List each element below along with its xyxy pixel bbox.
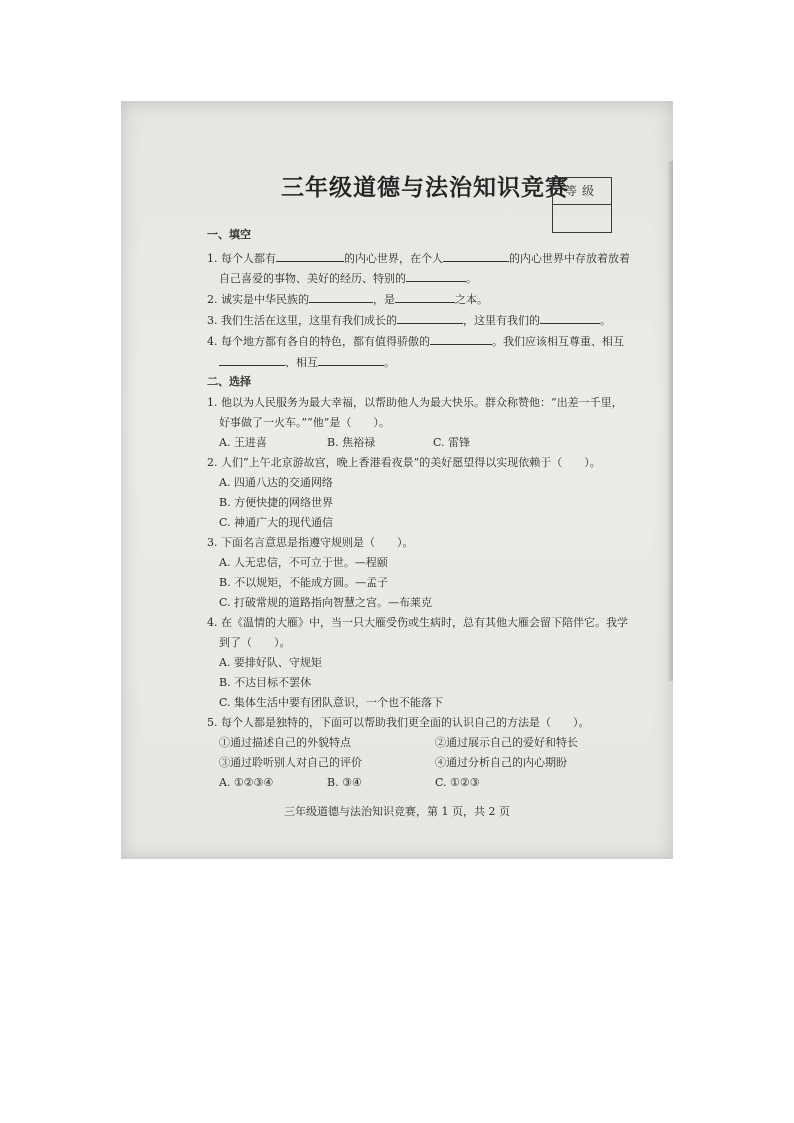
choice-q5-statement-4: ④通过分析自己的内心期盼	[435, 756, 567, 769]
choice-q1-option-b[interactable]: B. 焦裕禄	[327, 436, 376, 449]
fill-q2-blank-1[interactable]	[309, 291, 373, 303]
fill-q3	[207, 312, 611, 328]
choice-q3-option-b[interactable]: B. 不以规矩，不能成方圆。—孟子	[219, 576, 389, 589]
choice-q5-statement-3: ③通过聆听别人对自己的评价	[219, 756, 362, 769]
choice-q5-statement-1: ①通过描述自己的外貌特点	[219, 736, 351, 749]
choice-q1-stem-line1: 1. 他以为人民服务为最大幸福，以帮助他人为最大快乐。群众称赞他：“出差一千里，	[207, 396, 623, 409]
choice-q3-stem: 3. 下面名言意思是指遵守规则是（ ）。	[207, 536, 414, 549]
choice-q5-option-c[interactable]: C. ①②③	[435, 776, 480, 789]
fill-q1-text-d: 自己喜爱的事物、美好的经历、特别的	[219, 272, 406, 285]
choice-q2-option-c[interactable]: C. 神通广大的现代通信	[219, 516, 334, 529]
choice-q5-stem: 5. 每个人都是独特的，下面可以帮助我们更全面的认识自己的方法是（ ）。	[207, 716, 590, 729]
fill-q1-line1	[207, 250, 630, 266]
section2-heading: 二、选择	[207, 375, 251, 388]
fill-q4-text-a: 4. 每个地方都有各自的特色，都有值得骄傲的	[207, 335, 430, 348]
fill-q4-line1	[207, 333, 624, 349]
fill-q4-text-d: 。	[384, 356, 395, 369]
fill-q4-blank-3[interactable]	[318, 354, 384, 366]
page-title: 三年级道德与法治知识竞赛	[281, 174, 569, 201]
choice-q4-option-c[interactable]: C. 集体生活中要有团队意识，一个也不能落下	[219, 696, 444, 709]
choice-q3-option-a[interactable]: A. 人无忠信，不可立于世。—程颐	[219, 556, 388, 569]
fill-q1-blank-1[interactable]	[276, 250, 344, 262]
fill-q2	[207, 291, 488, 307]
page-edge-shadow	[667, 161, 673, 681]
choice-q4-option-a[interactable]: A. 要排好队、守规矩	[219, 656, 322, 669]
choice-q4-option-b[interactable]: B. 不达目标不罢休	[219, 676, 312, 689]
choice-q4-stem-line1: 4. 在《温情的大雁》中，当一只大雁受伤或生病时，总有其他大雁会留下陪伴它。我学	[207, 616, 628, 629]
choice-q5-option-b[interactable]: B. ③④	[327, 776, 362, 789]
fill-q1-text-c: 的内心世界中存放着放着	[509, 252, 630, 265]
grade-label: 等级	[553, 178, 611, 205]
fill-q1-blank-2[interactable]	[443, 250, 509, 262]
fill-q1-blank-3[interactable]	[406, 270, 466, 282]
fill-q4-line2	[219, 354, 395, 370]
choice-q5-option-a[interactable]: A. ①②③④	[219, 776, 274, 789]
fill-q4-blank-2[interactable]	[219, 354, 285, 366]
choice-q2-option-a[interactable]: A. 四通八达的交通网络	[219, 476, 333, 489]
choice-q3-option-c[interactable]: C. 打破常规的道路指向智慧之宫。—布莱克	[219, 596, 433, 609]
choice-q1-option-c[interactable]: C. 雷锋	[433, 436, 471, 449]
fill-q4-text-b: 。我们应该相互尊重、相互	[492, 335, 624, 348]
page-footer: 三年级道德与法治知识竞赛，第 1 页，共 2 页	[284, 805, 510, 818]
fill-q2-blank-2[interactable]	[395, 291, 455, 303]
choice-q1-option-a[interactable]: A. 王进喜	[219, 436, 267, 449]
fill-q2-text-a: 2. 诚实是中华民族的	[207, 293, 309, 306]
fill-q1-text-e: 。	[466, 272, 477, 285]
fill-q1-line2	[219, 270, 477, 286]
scanned-page	[121, 101, 673, 859]
fill-q2-text-b: ，是	[373, 293, 395, 306]
fill-q3-text-a: 3. 我们生活在这里，这里有我们成长的	[207, 314, 397, 327]
fill-q3-text-c: 。	[600, 314, 611, 327]
fill-q3-blank-2[interactable]	[540, 312, 600, 324]
fill-q2-text-c: 之本。	[455, 293, 488, 306]
fill-q4-text-c: 、相互	[285, 356, 318, 369]
fill-q1-text-b: 的内心世界，在个人	[344, 252, 443, 265]
choice-q2-stem: 2. 人们“上午北京游故宫，晚上香港看夜景”的美好愿望得以实现依赖于（ ）。	[207, 456, 601, 469]
section1-heading: 一、填空	[207, 228, 251, 241]
grade-box	[552, 177, 612, 233]
choice-q2-option-b[interactable]: B. 方便快捷的网络世界	[219, 496, 334, 509]
fill-q3-text-b: ，这里有我们的	[463, 314, 540, 327]
fill-q3-blank-1[interactable]	[397, 312, 463, 324]
fill-q4-blank-1[interactable]	[430, 333, 492, 345]
choice-q4-stem-line2: 到了（ ）。	[219, 636, 291, 649]
choice-q1-stem-line2: 好事做了一火车。”“他”是（ ）。	[219, 416, 390, 429]
choice-q5-statement-2: ②通过展示自己的爱好和特长	[435, 736, 578, 749]
fill-q1-text-a: 1. 每个人都有	[207, 252, 276, 265]
